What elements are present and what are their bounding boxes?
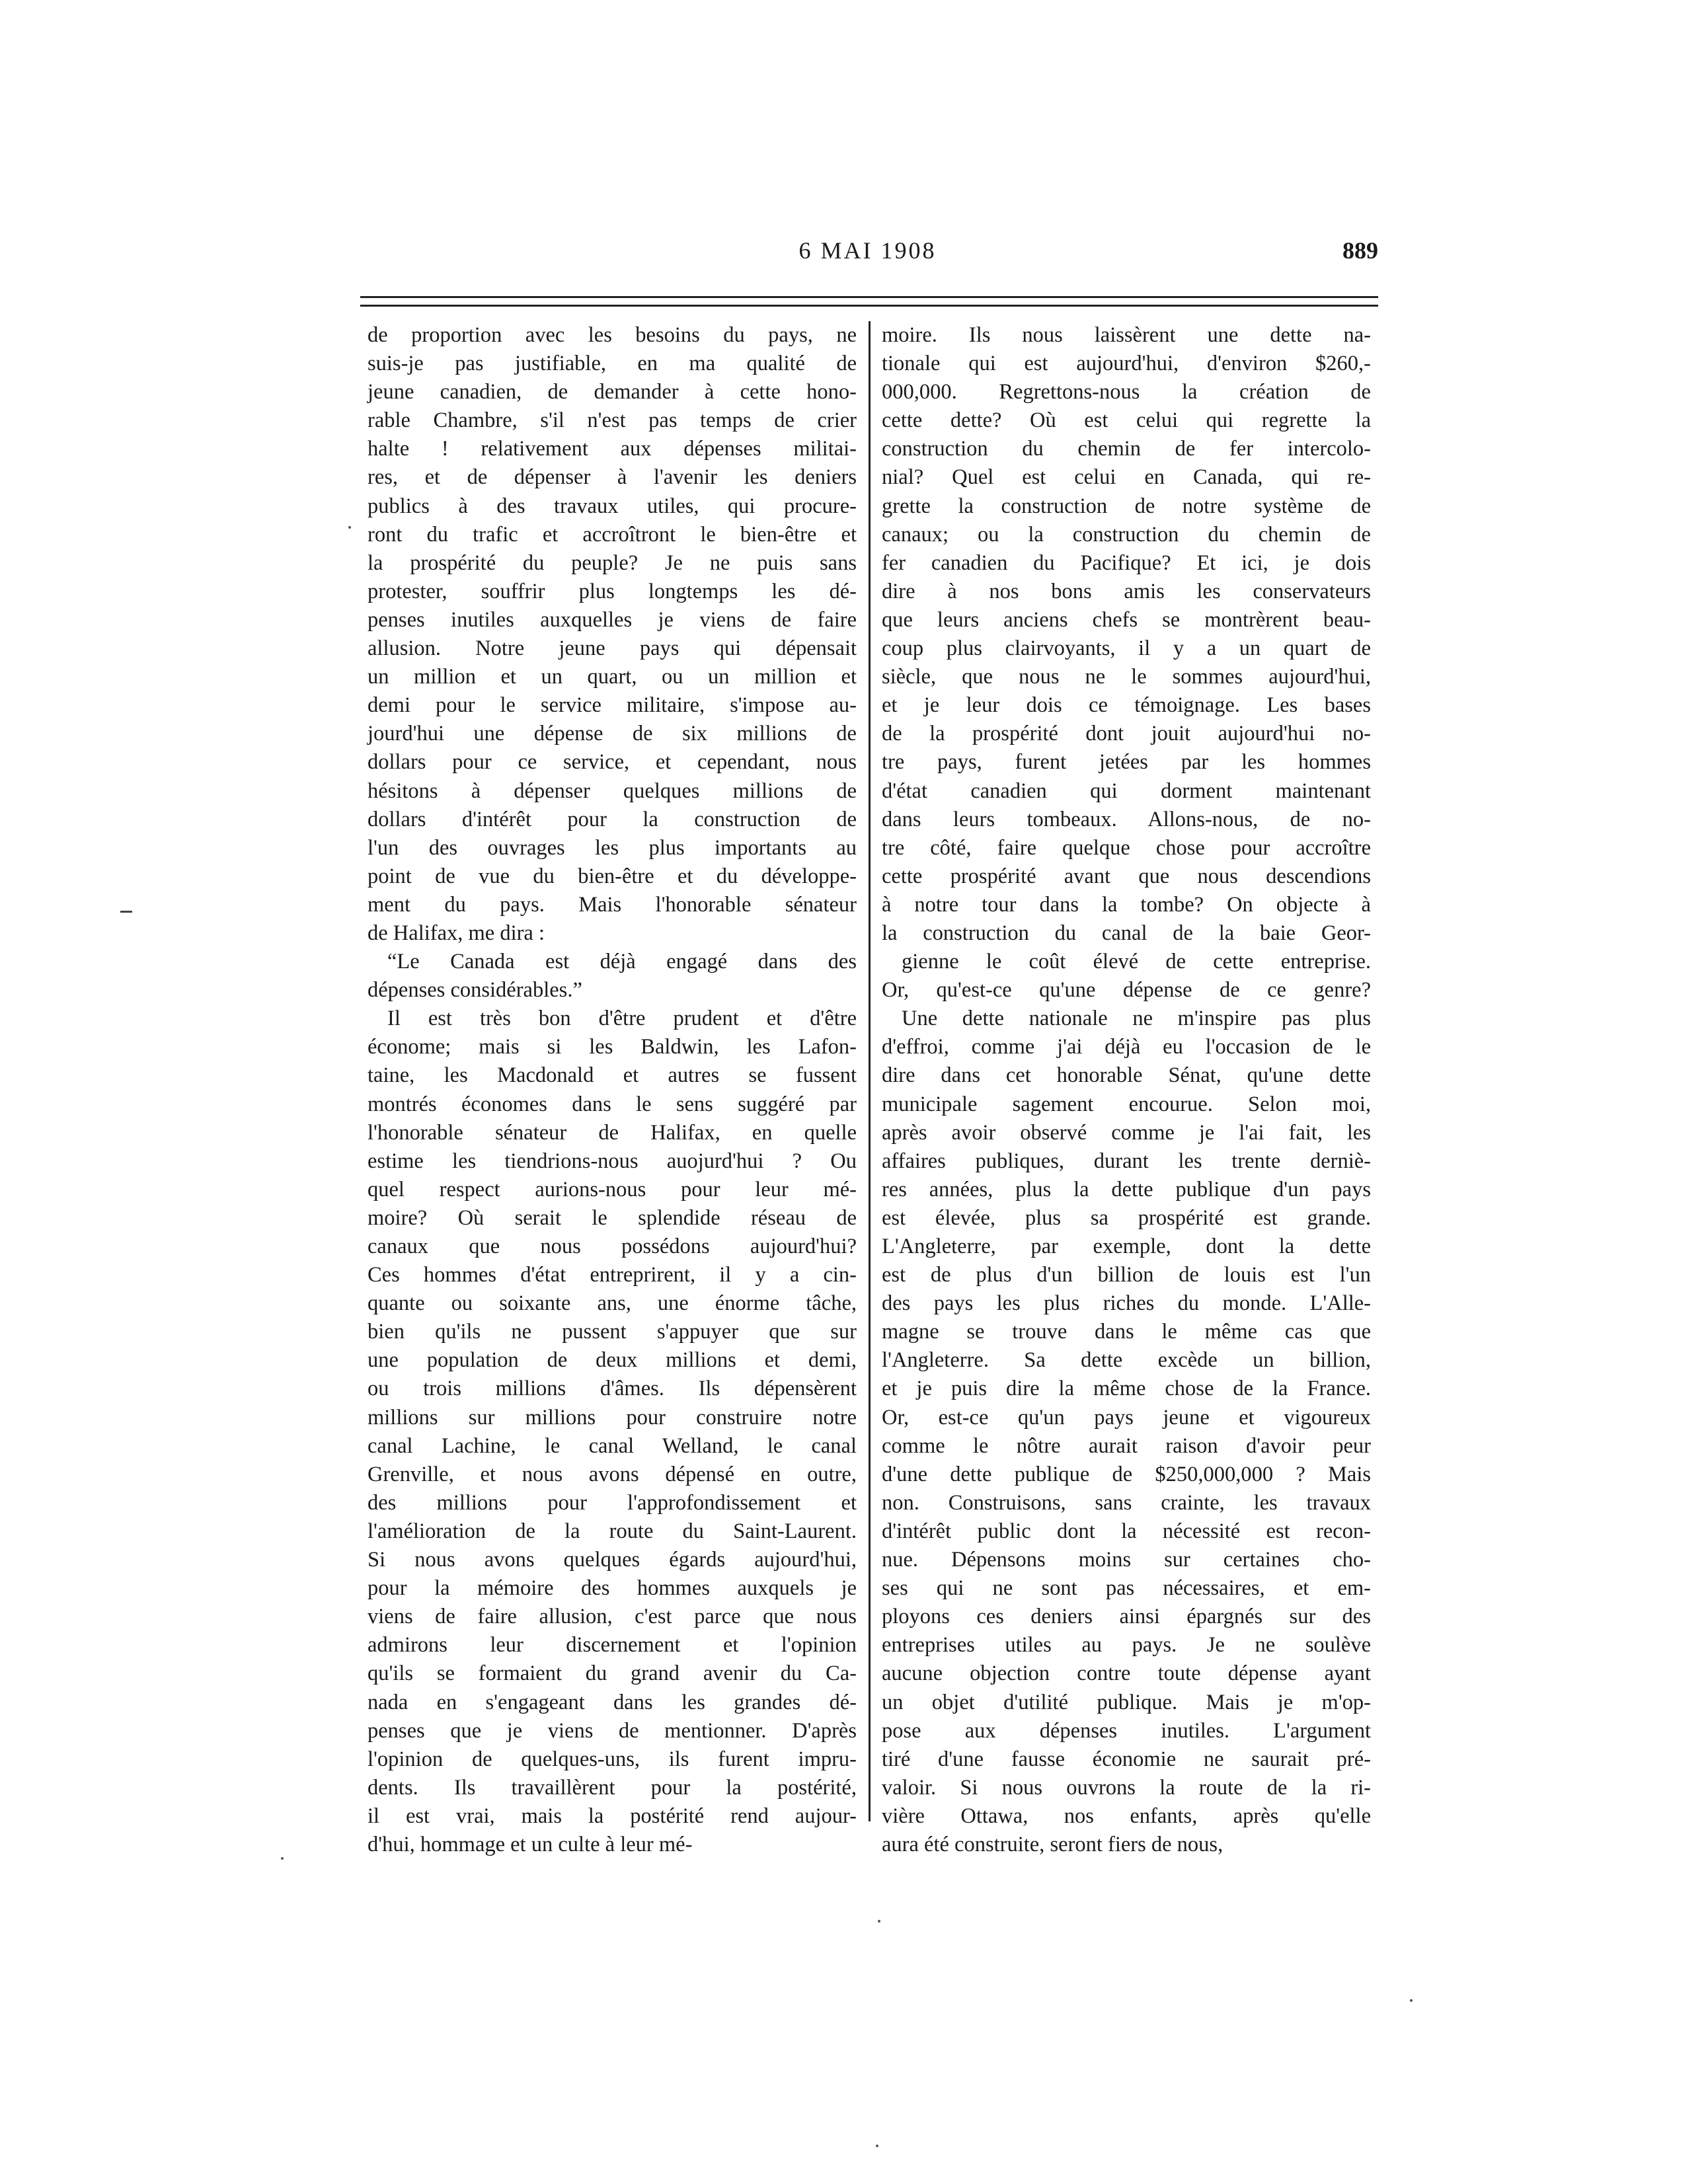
text-line: demi pour le service militaire, s'impose au- [368,693,857,718]
text-line: il est vrai, mais la postérité rend aujour- [368,1804,857,1828]
text-line: pour la mémoire des hommes auxquels je [368,1576,857,1601]
text-line: admirons leur discernement et l'opinion [368,1633,857,1658]
text-line: l'honorable sénateur de Halifax, en quelle [368,1120,857,1145]
text-line: l'amélioration de la route du Saint-Laurent. [368,1519,857,1543]
text-line: non. Construisons, sans crainte, les travaux [882,1490,1371,1515]
header-rule-bottom [360,305,1378,307]
text-line: un million et un quart, ou un million et [368,665,857,689]
text-line: Si nous avons quelques égards aujourd'hui, [368,1548,857,1572]
text-line: taine, les Macdonald et autres se fussent [368,1063,857,1088]
text-line: jourd'hui une dépense de six millions de [368,722,857,746]
text-line: Or, est-ce qu'un pays jeune et vigoureux [882,1405,1371,1430]
text-line: protester, souffrir plus longtemps les dé- [368,579,857,603]
margin-mark [120,911,132,913]
text-line: quante ou soixante ans, une énorme tâche, [368,1291,857,1316]
text-line: dents. Ils travaillèrent pour la postérité, [368,1775,857,1800]
text-line: ront du trafic et accroîtront le bien-être et [368,522,857,547]
text-line: moire? Où serait le splendide réseau de [368,1205,857,1230]
text-line: et je puis dire la même chose de la France. [882,1377,1371,1401]
text-line: viens de faire allusion, c'est parce que nous [368,1605,857,1629]
text-line: moire. Ils nous laissèrent une dette na- [882,323,1371,347]
text-line: estime les tiendrions-nous auojurd'hui ? Ou [368,1149,857,1173]
text-line: que leurs anciens chefs se montrèrent beau- [882,607,1371,632]
text-line: penses inutiles auxquelles je viens de faire [368,607,857,632]
text-line: construction du chemin de fer intercolo- [882,437,1371,461]
text-line: est de plus d'un billion de louis est l'un [882,1263,1371,1287]
text-line: ployons ces deniers ainsi épargnés sur des [882,1605,1371,1629]
text-line: de la prospérité dont jouit aujourd'hui no- [882,722,1371,746]
text-line: jeune canadien, de demander à cette hono- [368,380,857,404]
scan-speck [876,2145,878,2147]
text-line: montrés économes dans le sens suggéré par [368,1092,857,1116]
text-line: et je leur dois ce témoignage. Les bases [882,693,1371,718]
text-line: coup plus clairvoyants, il y a un quart de [882,636,1371,661]
text-line: ses qui ne sont pas nécessaires, et em- [882,1576,1371,1601]
text-line: de Halifax, me dira : [368,921,545,945]
text-line: des pays les plus riches du monde. L'Alle- [882,1291,1371,1316]
text-line: entreprises utiles au pays. Je ne soulève [882,1633,1371,1658]
text-line: point de vue du bien-être et du développe- [368,864,857,888]
text-line: millions sur millions pour construire notre [368,1405,857,1430]
text-line: grette la construction de notre système de [882,494,1371,518]
text-line: dans leurs tombeaux. Allons-nous, de no- [882,807,1371,831]
scan-speck [348,526,351,529]
text-line: nada en s'engageant dans les grandes dé- [368,1690,857,1714]
text-line: économe; mais si les Baldwin, les Lafon- [368,1035,857,1059]
text-line: dollars pour ce service, et cependant, nous [368,750,857,775]
text-line: fer canadien du Pacifique? Et ici, je dois [882,551,1371,575]
text-line: 000,000. Regrettons-nous la création de [882,380,1371,404]
text-line: d'état canadien qui dorment maintenant [882,779,1371,803]
text-line: hésitons à dépenser quelques millions de [368,779,857,803]
text-line: tre pays, furent jetées par les hommes [882,750,1371,775]
column-divider [869,321,871,1821]
text-line: l'Angleterre. Sa dette excède un billion, [882,1348,1371,1373]
header-rule-top [360,296,1378,298]
text-line: canal Lachine, le canal Welland, le canal [368,1433,857,1458]
text-line: dépenses considérables.” [368,978,582,1003]
text-line: dollars d'intérêt pour la construction de [368,807,857,831]
text-line: L'Angleterre, par exemple, dont la dette [882,1235,1371,1258]
text-line: valoir. Si nous ouvrons la route de la ri- [882,1775,1371,1800]
text-line: res, et de dépenser à l'avenir les deniers [368,465,857,490]
text-line: cette prospérité avant que nous descendions [882,864,1371,888]
text-line: d'une dette publique de $250,000,000 ? Mais [882,1462,1371,1486]
text-line: pose aux dépenses inutiles. L'argument [882,1718,1371,1743]
page-header [357,237,1378,276]
text-line: allusion. Notre jeune pays qui dépensait [368,636,857,661]
text-line: tionale qui est aujourd'hui, d'environ $260,- [882,352,1371,376]
text-line: rable Chambre, s'il n'est pas temps de crier [368,408,857,433]
text-line: tiré d'une fausse économie ne saurait pré- [882,1747,1371,1771]
text-line: “Le Canada est déjà engagé dans des [387,950,857,974]
text-line: municipale sagement encourue. Selon moi, [882,1092,1371,1116]
text-line: publics à des travaux utiles, qui procure- [368,494,857,518]
text-line: à notre tour dans la tombe? On objecte à [882,892,1371,917]
text-line: aucune objection contre toute dépense ayant [882,1661,1371,1686]
header-date: 6 MAI 1908 [798,237,937,264]
text-line: d'intérêt public dont la nécessité est recon- [882,1519,1371,1543]
text-line: un objet d'utilité publique. Mais je m'op- [882,1690,1371,1714]
text-line: Une dette nationale ne m'inspire pas plus [902,1007,1371,1031]
page-number: 889 [1342,237,1378,264]
text-line: après avoir observé comme je l'ai fait, les [882,1120,1371,1145]
text-line: des millions pour l'approfondissement et [368,1490,857,1515]
text-line: nial? Quel est celui en Canada, qui re- [882,465,1371,490]
text-line: dire dans cet honorable Sénat, qu'une dette [882,1063,1371,1088]
text-line: la construction du canal de la baie Geor- [882,921,1371,945]
text-line: l'opinion de quelques-uns, ils furent impru- [368,1747,857,1771]
text-line: ment du pays. Mais l'honorable sénateur [368,892,857,917]
text-line: d'hui, hommage et un culte à leur mé- [368,1832,693,1856]
text-line: Il est très bon d'être prudent et d'être [387,1007,857,1031]
text-line: gienne le coût élevé de cette entreprise. [902,950,1371,974]
right-column [882,321,1371,1859]
text-line: cette dette? Où est celui qui regrette la [882,408,1371,433]
text-line: quel respect aurions-nous pour leur mé- [368,1177,857,1201]
text-line: la prospérité du peuple? Je ne puis sans [368,551,857,575]
text-line: ou trois millions d'âmes. Ils dépensèrent [368,1377,857,1401]
text-line: d'effroi, comme j'ai déjà eu l'occasion de le [882,1035,1371,1059]
text-line: vière Ottawa, nos enfants, après qu'elle [882,1804,1371,1828]
text-line: l'un des ouvrages les plus importants au [368,835,857,860]
text-line: canaux; ou la construction du chemin de [882,522,1371,547]
text-line: comme le nôtre aurait raison d'avoir peur [882,1433,1371,1458]
text-line: magne se trouve dans le même cas que [882,1320,1371,1344]
text-line: Grenville, et nous avons dépensé en outre, [368,1462,857,1486]
text-line: tre côté, faire quelque chose pour accroître [882,835,1371,860]
scan-speck [281,1857,284,1860]
text-line: res années, plus la dette publique d'un pays [882,1177,1371,1201]
text-line: Or, qu'est-ce qu'une dépense de ce genre? [882,978,1371,1003]
text-line: nue. Dépensons moins sur certaines cho- [882,1548,1371,1572]
text-line: halte ! relativement aux dépenses militai- [368,437,857,461]
text-line: canaux que nous possédons aujourd'hui? [368,1235,857,1258]
text-line: dire à nos bons amis les conservateurs [882,579,1371,603]
text-line: suis-je pas justifiable, en ma qualité de [368,352,857,376]
left-column [368,321,857,1859]
text-line: penses que je viens de mentionner. D'après [368,1718,857,1743]
text-line: aura été construite, seront fiers de nous, [882,1832,1223,1856]
text-line: Ces hommes d'état entreprirent, il y a cin- [368,1263,857,1287]
text-line: siècle, que nous ne le sommes aujourd'hui, [882,665,1371,689]
scan-speck [1410,1999,1413,2002]
text-line: une population de deux millions et demi, [368,1348,857,1373]
text-line: affaires publiques, durant les trente derniè- [882,1149,1371,1173]
text-line: qu'ils se formaient du grand avenir du Ca- [368,1661,857,1686]
scan-speck [878,1920,880,1923]
text-line: bien qu'ils ne pussent s'appuyer que sur [368,1320,857,1344]
text-line: est élevée, plus sa prospérité est grande. [882,1205,1371,1230]
text-line: de proportion avec les besoins du pays, ne [368,323,857,347]
